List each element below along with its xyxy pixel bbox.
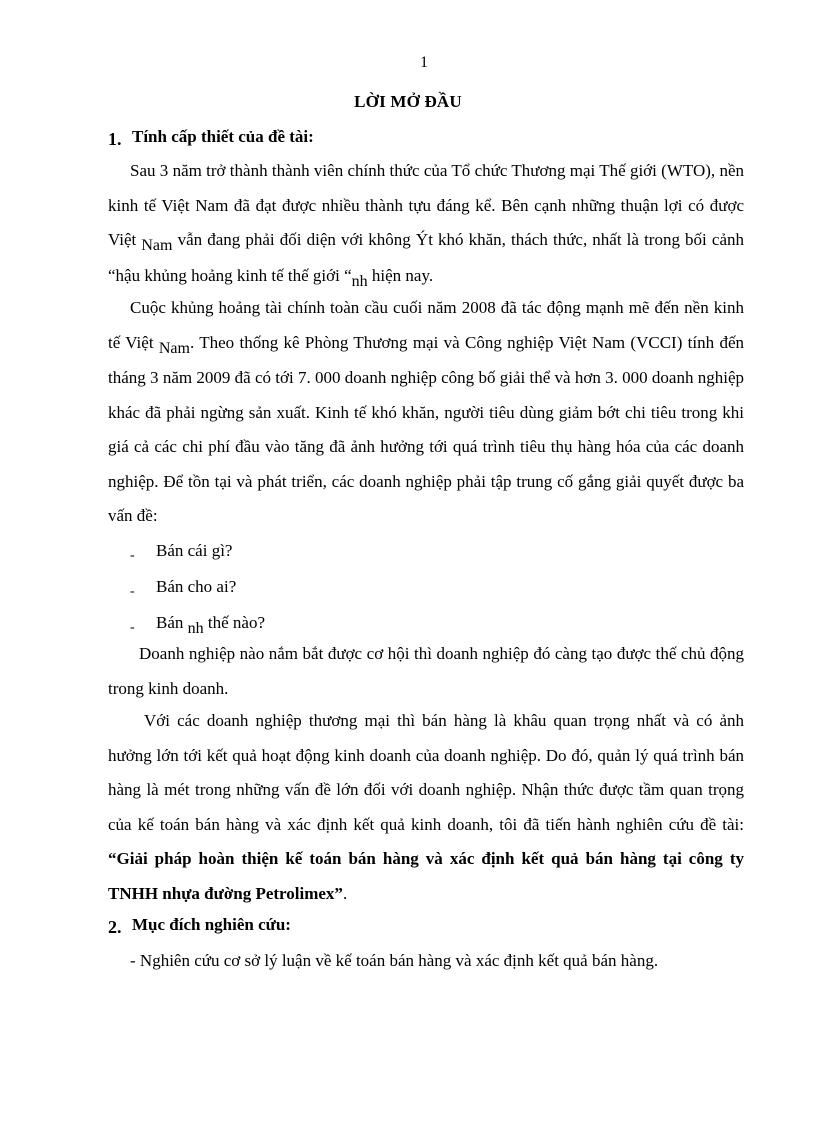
section-2-line-1: - Nghiên cứu cơ sở lý luận về kế toán bán hàng và xác định kết quả bán hàng.	[130, 951, 659, 970]
page-title: LỜI MỞ ĐẦU	[354, 92, 462, 111]
paragraph-1	[108, 154, 744, 294]
paragraph-4-text: Với các doanh nghiệp thương mại thì bán hàng là khâu quan trọng nhất và có ảnh hưởng lớn tới kết quả hoạt động kinh doanh của doanh nghiệp. Do đó, quản lý quá trình bán hàng là mét trong những vấn đề lớn đối với doanh nghiệp. Nhận thức được tầm quan trọng của kế toán bán hàng và xác định kết quả kinh doanh, tôi đã tiến hành nghiên cứu đề tài:	[108, 711, 744, 834]
section-1-number: 1.	[108, 129, 122, 149]
list-item-text: Bán cái gì?	[156, 541, 233, 560]
paragraph-1-text-a: Sau 3 năm trở thành thành viên chính thức của Tổ chức Thương mại Thế giới (WTO), nền kinh tế Việt Nam đã đạt được nhiều thành tựu đáng kể. Bên cạnh những thuận lợi có được Việt	[108, 161, 744, 249]
section-1-title: Tính cấp thiết của đề tài:	[132, 127, 314, 146]
section-1-heading	[108, 126, 314, 147]
list-item-text-b: thế nào?	[203, 613, 265, 632]
section-2-title: Mục đích nghiên cứu:	[132, 915, 291, 934]
section-2-heading	[108, 914, 291, 935]
section-2-number: 2.	[108, 917, 122, 937]
list-item-text: Bán cho ai?	[156, 577, 237, 596]
list-item-text-a: Bán	[156, 613, 188, 632]
dash-icon: -	[130, 548, 135, 563]
paragraph-1-text-b: vẫn đang phải đối diện với không Ýt khó khăn, thách thức, nhất là trong bối cảnh “hậu khủng hoảng kinh tế thế giới “	[108, 230, 744, 285]
list-item-nh: nh	[187, 620, 204, 637]
paragraph-1-text-c: hiện nay.	[367, 265, 434, 285]
paragraph-2-text-b: . Theo thống kê Phòng Thương mại và Công nghiệp Việt Nam (VCCI) tính đến tháng 3 năm 2009 đã có tới 7. 000 doanh nghiệp công bố giải thể và hơn 3. 000 doanh nghiệp khác đã phải ngừng sản xuất. Kinh tế khó khăn, người tiêu dùng giảm bớt chi tiêu trong khi giá cả các chi phí đầu vào tăng đã ảnh hưởng tới quá trình tiêu thụ hàng hóa của các doanh nghiệp. Để tồn tại và phát triển, các doanh nghiệp phải tập trung cố gắng giải quyết được ba vấn đề:	[108, 332, 745, 525]
dash-icon: -	[130, 620, 135, 635]
list-item	[130, 570, 265, 606]
paragraph-2-nam: Nam	[158, 339, 190, 357]
thesis-topic: “Giải pháp hoàn thiện kế toán bán hàng và xác định kết quả bán hàng tại công ty TNHH nhựa đường Petrolimex”	[108, 849, 744, 903]
page-number: 1	[420, 54, 428, 71]
paragraph-2	[108, 291, 744, 534]
list-item	[130, 534, 265, 570]
question-list	[130, 534, 265, 642]
dash-icon: -	[130, 584, 135, 599]
paragraph-4	[108, 704, 744, 911]
paragraph-4-end: .	[342, 883, 348, 903]
paragraph-3: Doanh nghiệp nào nắm bắt được cơ hội thì doanh nghiệp đó càng tạo được thế chủ động trong kinh doanh.	[108, 644, 744, 698]
paragraph-2-text-a: Cuộc khủng hoảng tài chính toàn cầu cuối năm 2008 đã tác động mạnh mẽ đến nền kinh tế Việt	[108, 298, 744, 352]
paragraph-1-nam: Nam	[141, 237, 173, 254]
paragraph-1-nh: nh	[351, 272, 368, 290]
